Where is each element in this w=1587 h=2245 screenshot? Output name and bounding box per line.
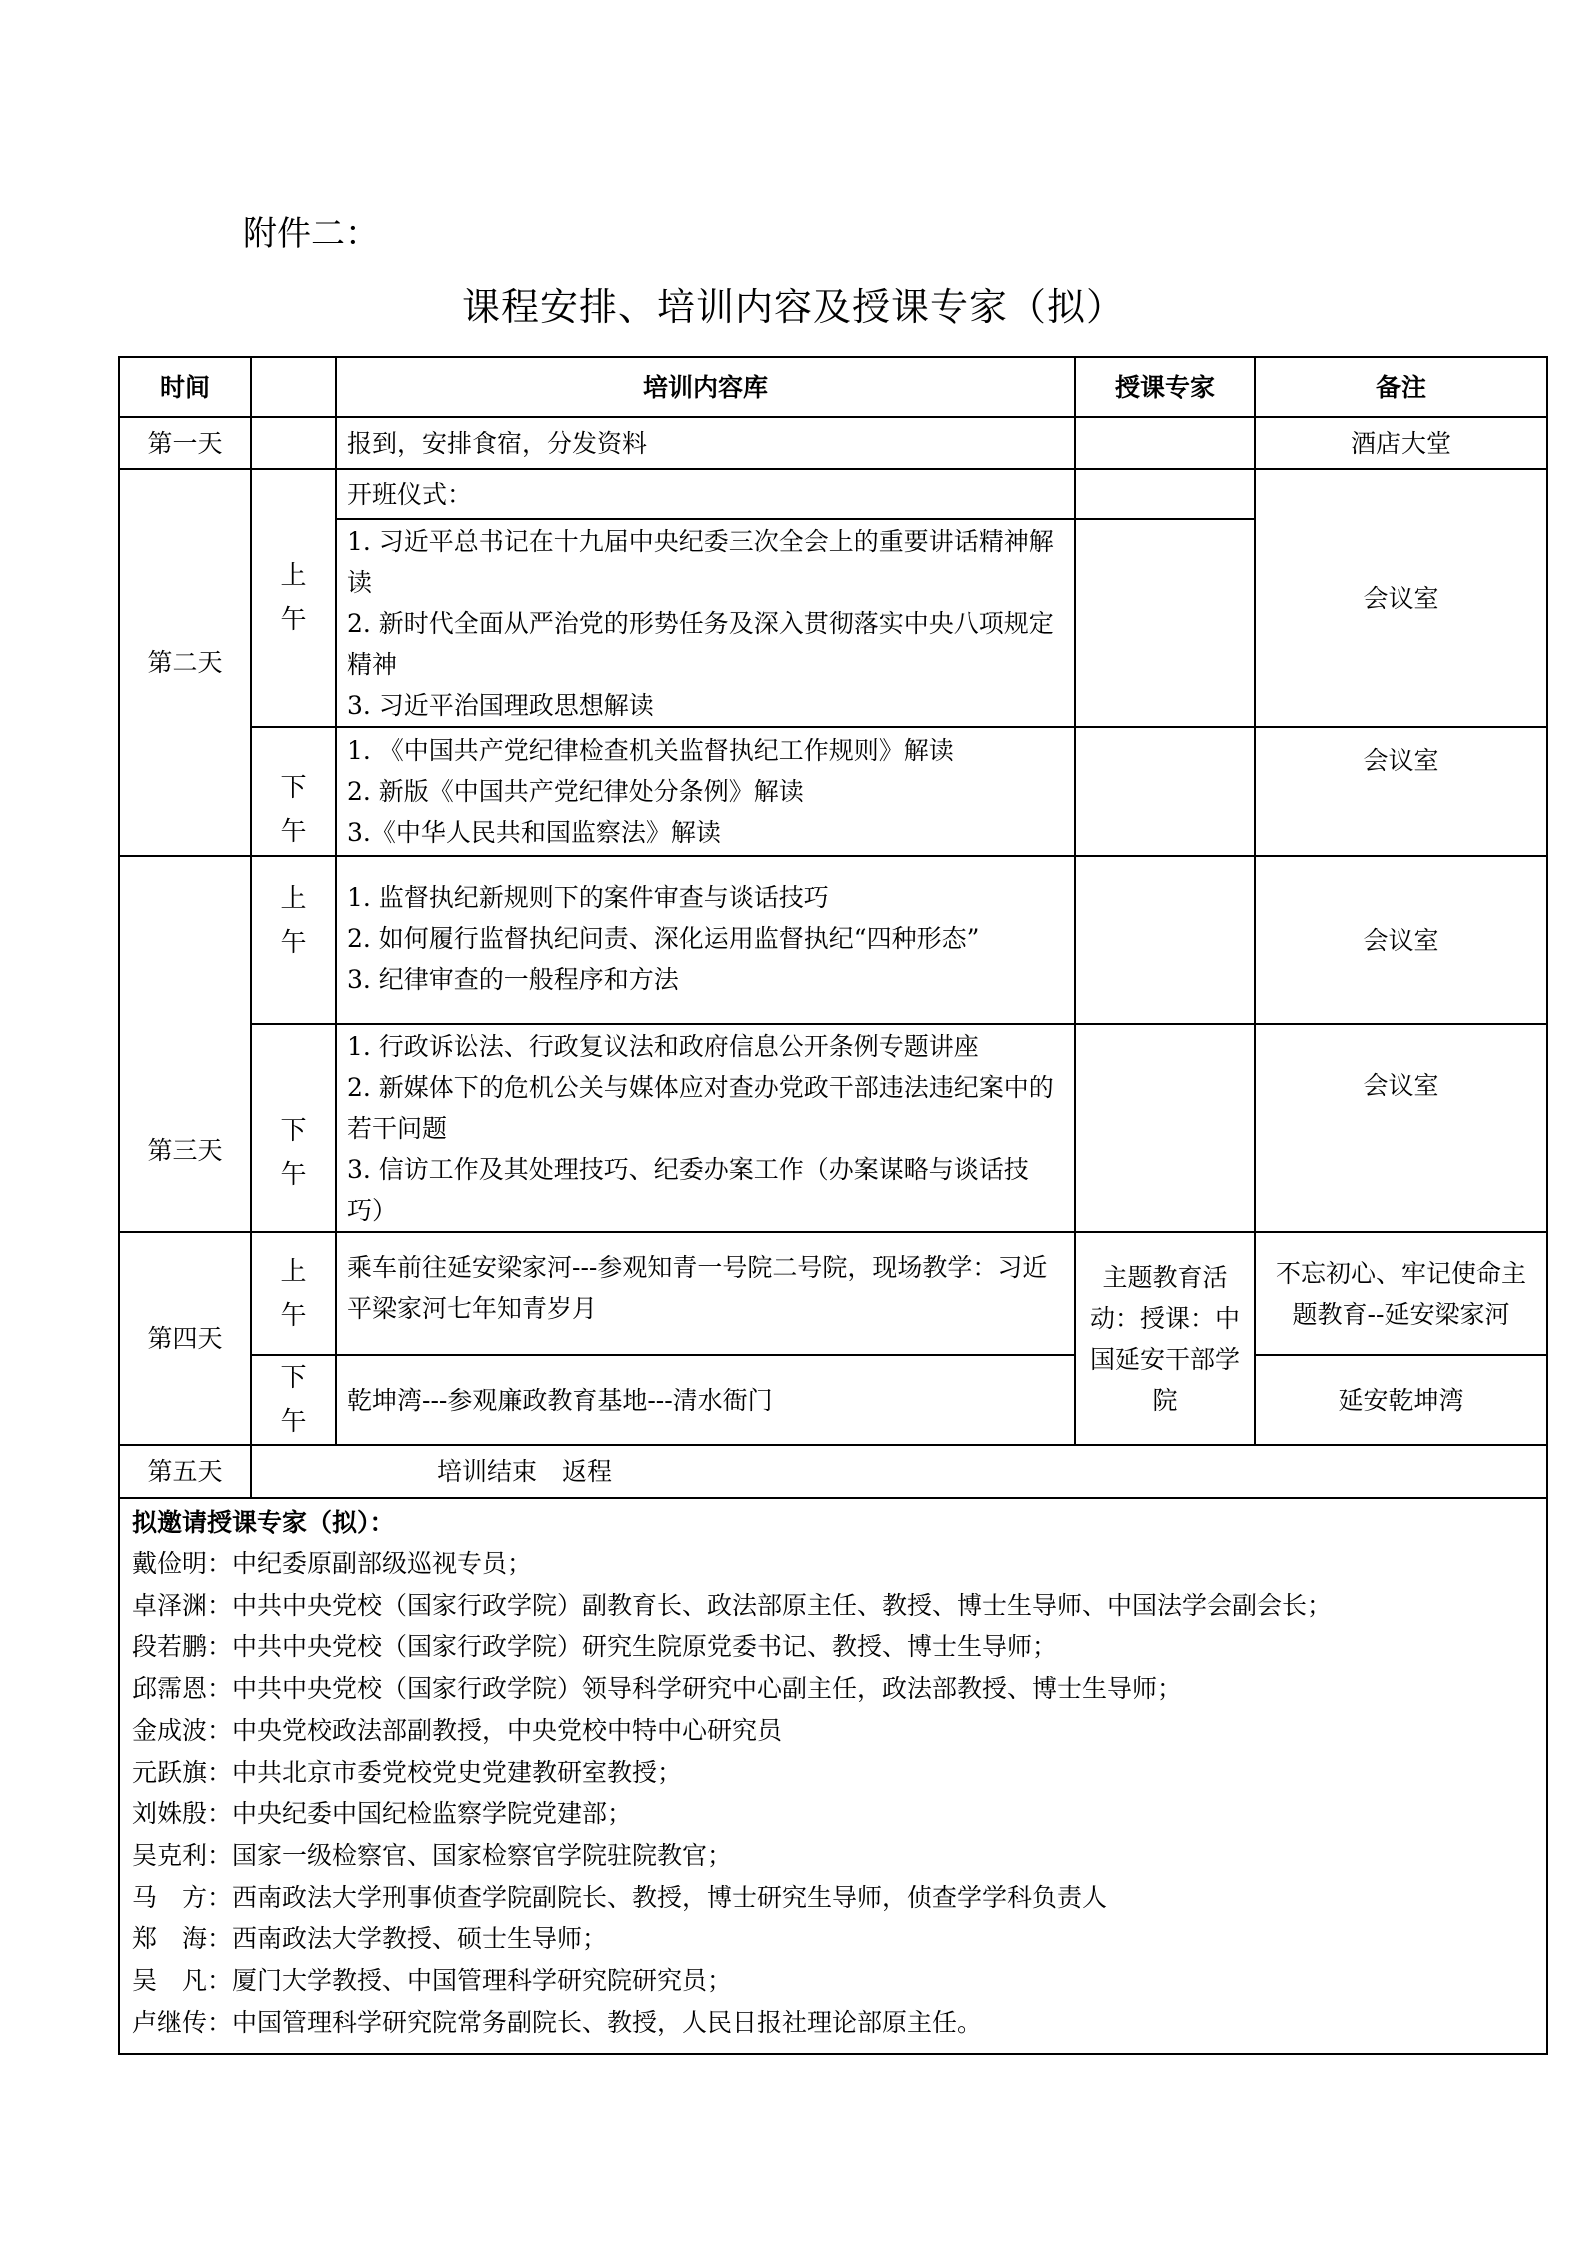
- day2-label: 第二天: [119, 469, 251, 856]
- day4-afternoon-note: 延安乾坤湾: [1255, 1355, 1547, 1445]
- half-char: 下: [280, 1363, 307, 1393]
- day5-label: 第五天: [119, 1445, 251, 1498]
- day3-afternoon-content: [336, 1024, 1075, 1232]
- day2-opening: 开班仪式：: [336, 469, 1075, 519]
- header-time: 时间: [119, 357, 251, 417]
- half-char: 午: [280, 1407, 307, 1437]
- half-char: 午: [280, 1160, 307, 1190]
- day1-note: 酒店大堂: [1255, 417, 1547, 469]
- day3-afternoon-half: [251, 1024, 336, 1232]
- content-item: 3. 信访工作及其处理技巧、纪委办案工作（办案谋略与谈话技巧）: [347, 1154, 1029, 1225]
- day4-afternoon-half: [251, 1355, 336, 1445]
- day2-afternoon-expert: [1075, 727, 1255, 856]
- content-item: 3. 纪律审查的一般程序和方法: [347, 965, 679, 994]
- day2-morning-expert: [1075, 519, 1255, 727]
- day3-afternoon-expert: [1075, 1024, 1255, 1232]
- half-char: 午: [280, 605, 307, 635]
- half-char: 下: [280, 1116, 307, 1146]
- day3-afternoon-note: 会议室: [1255, 1024, 1547, 1232]
- table-row-day5: [119, 1445, 1547, 1498]
- document-title: 课程安排、培训内容及授课专家（拟）: [461, 285, 1125, 329]
- day3-morning-content: [336, 856, 1075, 1024]
- day4-morning-content: 乘车前往延安梁家河---参观知青一号院二号院，现场教学：习近平梁家河七年知青岁月: [336, 1232, 1075, 1355]
- content-item: 2. 新媒体下的危机公关与媒体应对查办党政干部违法违纪案中的若干问题: [347, 1072, 1054, 1143]
- day2-morning-content: [336, 519, 1075, 727]
- expert-item: 马 方：西南政法大学刑事侦查学院副院长、教授，博士研究生导师，侦查学学科负责人: [132, 1882, 1108, 1912]
- table-row-day2-opening: [119, 469, 1547, 519]
- day2-afternoon-content: [336, 727, 1075, 856]
- half-char: 上: [280, 561, 307, 591]
- day2-afternoon-note: 会议室: [1255, 727, 1547, 856]
- table-row-experts: [119, 1498, 1547, 2054]
- day1-content: 报到，安排食宿，分发资料: [336, 417, 1075, 469]
- half-char: 午: [280, 816, 307, 847]
- day1-half: [251, 417, 336, 469]
- half-char: 上: [280, 884, 307, 914]
- content-item: 3. 习近平治国理政思想解读: [347, 690, 654, 720]
- day4-morning-half: [251, 1232, 336, 1355]
- day3-morning-expert: [1075, 856, 1255, 1024]
- day4-afternoon-content: 乾坤湾---参观廉政教育基地---清水衙门: [336, 1355, 1075, 1445]
- day5-content: 培训结束 返程: [251, 1445, 1547, 1498]
- header-half: [251, 357, 336, 417]
- table-row-day4-afternoon: [119, 1355, 1547, 1445]
- header-note: 备注: [1255, 357, 1547, 417]
- day3-morning-note: 会议室: [1255, 856, 1547, 1024]
- half-char: 下: [280, 772, 307, 803]
- table-row-day3-afternoon: [119, 1024, 1547, 1232]
- experts-section: [119, 1498, 1547, 2054]
- expert-item: 吴克利：国家一级检察官、国家检察官学院驻院教官；: [132, 1840, 733, 1870]
- header-content: 培训内容库: [336, 357, 1075, 417]
- table-row-day1: [119, 417, 1547, 469]
- header-expert: 授课专家: [1075, 357, 1255, 417]
- expert-item: 郑 海：西南政法大学教授、硕士生导师；: [132, 1924, 608, 1954]
- half-char: 上: [280, 1256, 307, 1287]
- expert-item: 戴俭明：中纪委原副部级巡视专员；: [132, 1549, 533, 1578]
- schedule-table: [118, 356, 1548, 2055]
- expert-item: 金成波：中央党校政法部副教授，中央党校中特中心研究员: [132, 1715, 783, 1745]
- expert-item: 卢继传：中国管理科学研究院常务副院长、教授，人民日报社理论部原主任。: [132, 2007, 983, 2037]
- content-item: 1. 行政诉讼法、行政复议法和政府信息公开条例专题讲座: [347, 1031, 979, 1061]
- day4-expert: 主题教育活动：授课：中国延安干部学院: [1075, 1232, 1255, 1445]
- content-item: 1. 习近平总书记在十九届中央纪委三次全会上的重要讲话精神解读: [347, 526, 1054, 597]
- experts-title: 拟邀请授课专家（拟）：: [132, 1508, 395, 1537]
- content-item: 2. 如何履行监督执纪问责、深化运用监督执纪“四种形态”: [347, 924, 980, 953]
- table-row-day4-morning: [119, 1232, 1547, 1355]
- day4-morning-note: 不忘初心、牢记使命主题教育--延安梁家河: [1255, 1232, 1547, 1355]
- expert-item: 段若鹏：中共中央党校（国家行政学院）研究生院原党委书记、教授、博士生导师；: [132, 1632, 1058, 1662]
- day1-expert: [1075, 417, 1255, 469]
- day2-afternoon-half: [251, 727, 336, 856]
- half-char: 午: [280, 928, 307, 958]
- table-header-row: [119, 357, 1547, 417]
- table-row-day2-afternoon: [119, 727, 1547, 856]
- day2-opening-expert: [1075, 469, 1255, 519]
- table-row-day3-morning: [119, 856, 1547, 1024]
- day1-label: 第一天: [119, 417, 251, 469]
- day3-label: 第三天: [119, 856, 251, 1232]
- day4-label: 第四天: [119, 1232, 251, 1445]
- expert-item: 刘姝殷：中央纪委中国纪检监察学院党建部；: [132, 1799, 633, 1829]
- expert-item: 卓泽渊：中共中央党校（国家行政学院）副教育长、政法部原主任、教授、博士生导师、中国法学会副会长；: [132, 1590, 1333, 1620]
- day2-morning-note: 会议室: [1255, 469, 1547, 727]
- expert-item: 元跃旗：中共北京市委党校党史党建教研室教授；: [132, 1757, 683, 1787]
- content-item: 1. 监督执纪新规则下的案件审查与谈话技巧: [347, 883, 829, 912]
- half-char: 午: [280, 1300, 307, 1331]
- day3-morning-half: [251, 856, 336, 1024]
- attachment-label: 附件二：: [243, 214, 379, 254]
- content-item: 3.《中华人民共和国监察法》解读: [347, 818, 721, 847]
- content-item: 2. 新版《中国共产党纪律处分条例》解读: [347, 777, 804, 806]
- expert-item: 吴 凡：厦门大学教授、中国管理科学研究院研究员；: [132, 1966, 733, 1996]
- content-item: 2. 新时代全面从严治党的形势任务及深入贯彻落实中央八项规定精神: [347, 608, 1054, 679]
- day2-morning-half: [251, 469, 336, 727]
- expert-item: 邱霈恩：中共中央党校（国家行政学院）领导科学研究中心副主任，政法部教授、博士生导师；: [132, 1674, 1183, 1704]
- content-item: 1. 《中国共产党纪律检查机关监督执纪工作规则》解读: [347, 736, 954, 765]
